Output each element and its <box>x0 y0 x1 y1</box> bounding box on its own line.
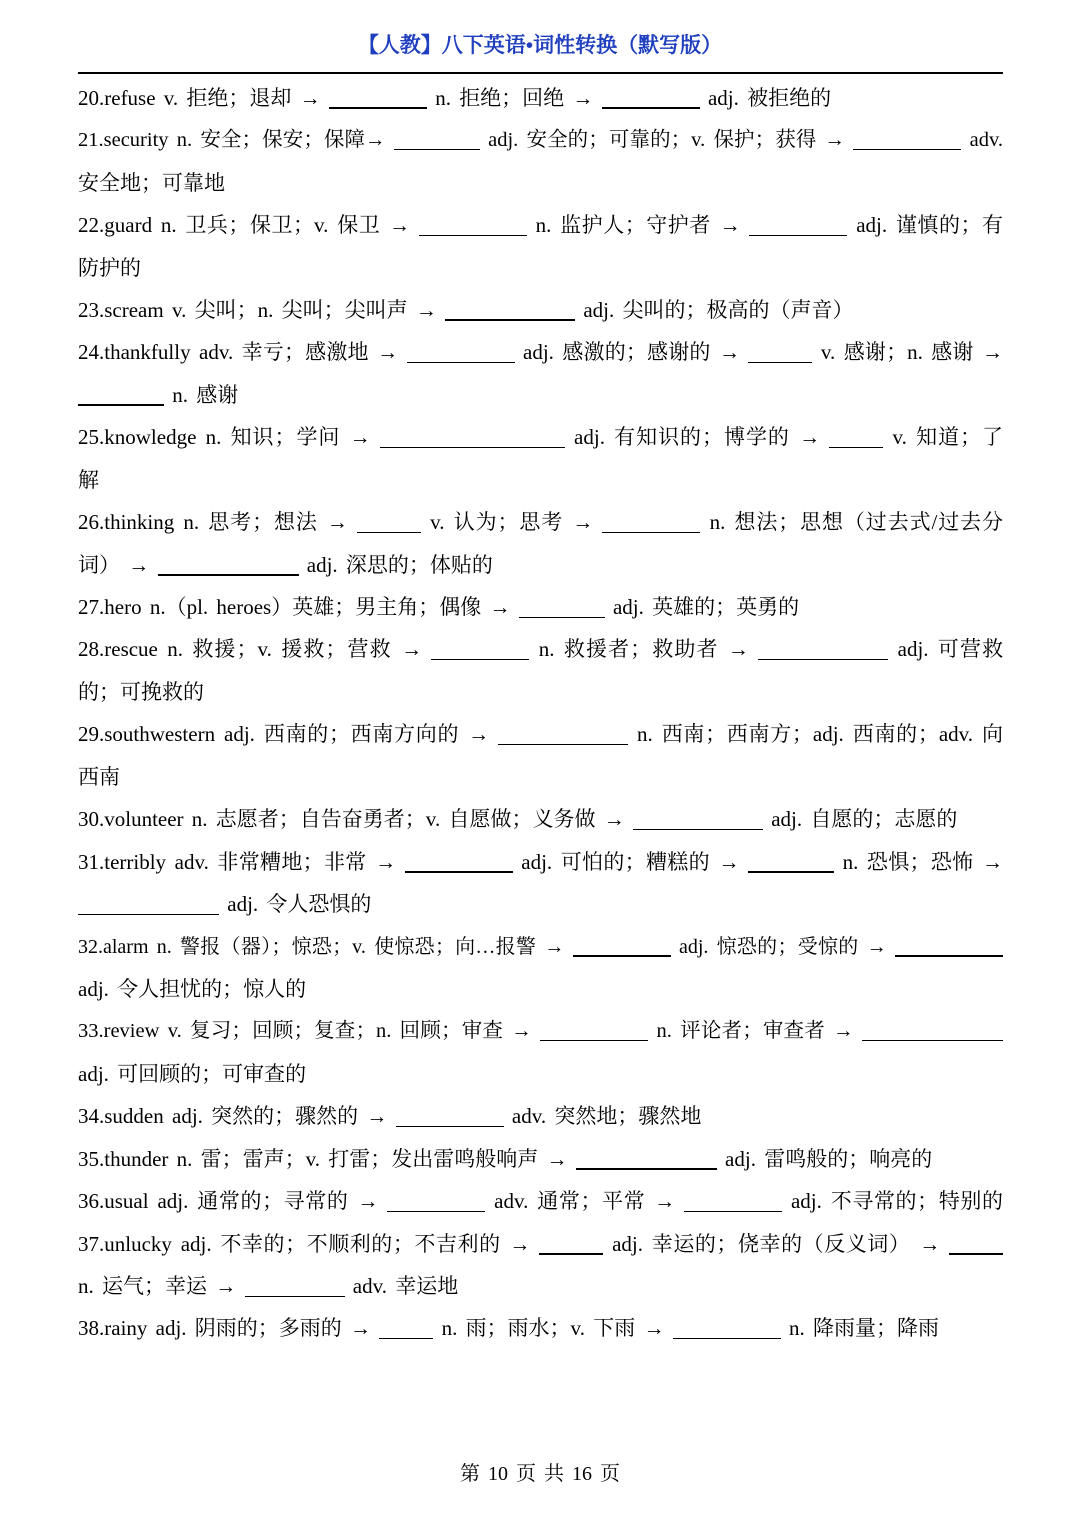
answer-blank <box>749 235 847 237</box>
word-entry-25 <box>78 416 1003 501</box>
word-entry-36 <box>78 1180 1003 1222</box>
entry-line <box>78 374 1003 416</box>
word-entry-34 <box>78 1095 1003 1137</box>
entry-line <box>78 501 1003 543</box>
word-entry-23 <box>78 289 1003 331</box>
entry-text: adj. 可回顾的；可审查的 <box>78 1061 307 1086</box>
entry-text: adv. <box>969 129 1003 152</box>
entry-text: n. 雨；雨水；v. 下雨 → <box>441 1316 665 1341</box>
entry-text: v. 认为；思考 → <box>430 510 594 535</box>
answer-blank <box>394 149 480 151</box>
answer-blank <box>949 1253 1003 1255</box>
entry-line <box>78 247 1003 289</box>
entry-text: 25.knowledge n. 知识；学问 → <box>78 425 371 450</box>
entry-line <box>78 586 1003 628</box>
entry-text: n. 监护人；守护者 → <box>535 213 741 238</box>
word-entry-29 <box>78 713 1003 798</box>
entry-text: adj. 可营救 <box>897 637 1003 662</box>
entry-text: adj. 不寻常的；特别的 <box>790 1189 1003 1214</box>
entry-text: adj. 谨慎的；有 <box>856 213 1003 238</box>
entry-line <box>78 628 1003 670</box>
entry-line <box>78 841 1003 883</box>
entry-text: n. 拒绝；回绝 → <box>435 85 594 110</box>
entry-text: n. 救援者；救助者 → <box>538 637 749 662</box>
answer-blank <box>758 659 888 661</box>
answer-blank <box>673 1338 781 1340</box>
entry-text: 解 <box>78 467 99 492</box>
word-entry-30 <box>78 798 1003 840</box>
answer-blank <box>78 404 164 406</box>
entry-text: 20.refuse v. 拒绝；退却 → <box>78 85 321 110</box>
entry-line <box>78 1010 1003 1052</box>
entry-line <box>78 459 1003 501</box>
word-entry-31 <box>78 841 1003 926</box>
entry-text: adj. 惊恐的；受惊的 → <box>678 935 887 958</box>
word-entry-35 <box>78 1138 1003 1180</box>
entry-text: 21.security n. 安全；保安；保障→ <box>78 129 386 152</box>
word-entry-20 <box>78 77 1003 119</box>
answer-blank <box>539 1253 603 1255</box>
entry-line <box>78 968 1003 1010</box>
answer-blank <box>602 107 700 109</box>
entry-text: 防护的 <box>78 255 141 280</box>
word-form-list <box>78 77 1003 1350</box>
answer-blank <box>445 319 575 321</box>
answer-blank <box>633 829 763 831</box>
word-entry-26 <box>78 501 1003 586</box>
entry-line <box>78 416 1003 458</box>
entry-text: 西南 <box>78 764 120 789</box>
entry-line <box>78 798 1003 840</box>
entry-line <box>78 204 1003 246</box>
entry-line <box>78 713 1003 755</box>
answer-blank <box>407 362 515 364</box>
answer-blank <box>748 362 812 364</box>
answer-blank <box>540 1040 648 1042</box>
entry-text: adj. 雷鸣般的；响亮的 <box>725 1146 933 1171</box>
answer-blank <box>853 149 961 151</box>
entry-line <box>78 926 1003 968</box>
answer-blank <box>396 1126 504 1128</box>
entry-text: 29.southwestern adj. 西南的；西南方向的 → <box>78 722 490 747</box>
page-title: 【人教】八下英语•词性转换（默写版） <box>357 33 723 57</box>
entry-text: 37.unlucky adj. 不幸的；不顺利的；不吉利的 → <box>78 1231 531 1256</box>
entry-text: n. 降雨量；降雨 <box>788 1316 939 1341</box>
entry-text: 30.volunteer n. 志愿者；自告奋勇者；v. 自愿做；义务做 → <box>78 807 625 832</box>
answer-blank <box>573 955 671 957</box>
entry-text: adj. 幸运的；侥幸的（反义词） → <box>612 1231 941 1256</box>
answer-blank <box>380 447 565 449</box>
entry-text: 38.rainy adj. 阴雨的；多雨的 → <box>78 1316 372 1341</box>
entry-text: adj. 被拒绝的 <box>707 85 832 110</box>
entry-text: 23.scream v. 尖叫；n. 尖叫；尖叫声 → <box>78 297 437 322</box>
entry-text: 27.hero n.（pl. heroes）英雄；男主角；偶像 → <box>78 595 511 620</box>
entry-text: adv. 幸运地 <box>352 1274 459 1299</box>
entry-line <box>78 162 1003 204</box>
entry-text: adj. 安全的；可靠的；v. 保护；获得 → <box>488 129 846 152</box>
entry-line <box>78 1138 1003 1180</box>
answer-blank <box>419 235 527 237</box>
answer-blank <box>829 447 883 449</box>
entry-text: 28.rescue n. 救援；v. 援救；营救 → <box>78 637 423 662</box>
entry-line <box>78 77 1003 119</box>
answer-blank <box>405 871 513 873</box>
entry-text: 36.usual adj. 通常的；寻常的 → <box>78 1189 379 1214</box>
entry-line <box>78 1307 1003 1349</box>
entry-text: 安全地；可靠地 <box>78 170 225 195</box>
entry-text: adv. 突然地；骤然地 <box>511 1104 702 1129</box>
word-entry-33 <box>78 1010 1003 1095</box>
entry-text: 26.thinking n. 思考；想法 → <box>78 510 348 535</box>
entry-text: n. 运气；幸运 → <box>78 1274 237 1299</box>
word-entry-27 <box>78 586 1003 628</box>
entry-text: adj. 令人担忧的；惊人的 <box>78 976 307 1001</box>
answer-blank <box>862 1040 1003 1042</box>
answer-blank <box>245 1296 345 1298</box>
answer-blank <box>387 1211 485 1213</box>
entry-line <box>78 331 1003 373</box>
entry-line <box>78 883 1003 925</box>
answer-blank <box>329 107 427 109</box>
answer-blank <box>379 1338 433 1340</box>
entry-text: 34.sudden adj. 突然的；骤然的 → <box>78 1104 388 1129</box>
entry-line <box>78 1265 1003 1307</box>
entry-text: v. 知道；了 <box>892 425 1003 450</box>
answer-blank <box>684 1211 782 1213</box>
entry-line <box>78 1053 1003 1095</box>
entry-line <box>78 119 1003 161</box>
entry-text: n. 西南；西南方；adj. 西南的；adv. 向 <box>637 722 1003 747</box>
entry-text: 35.thunder n. 雷；雷声；v. 打雷；发出雷鸣般响声 → <box>78 1146 568 1171</box>
entry-text: adv. 通常；平常 → <box>494 1189 676 1214</box>
entry-text: adj. 英雄的；英勇的 <box>612 595 800 620</box>
entry-text: 32.alarm n. 警报（器）；惊恐；v. 使惊恐；向…报警 → <box>78 935 565 958</box>
entry-text: n. 恐惧；恐怖 → <box>842 849 1003 874</box>
answer-blank <box>78 914 219 916</box>
entry-text: adj. 深思的；体贴的 <box>306 552 493 577</box>
answer-blank <box>576 1168 717 1170</box>
page-number: 第 10 页 共 16 页 <box>460 1463 620 1485</box>
answer-blank <box>498 744 628 746</box>
entry-text: v. 感谢；n. 感谢 → <box>820 340 1003 365</box>
entry-line <box>78 1180 1003 1222</box>
entry-text: 31.terribly adv. 非常糟地；非常 → <box>78 849 397 874</box>
word-entry-24 <box>78 331 1003 416</box>
entry-text: 词） → <box>78 552 150 577</box>
answer-blank <box>357 532 421 534</box>
answer-blank <box>602 532 700 534</box>
entry-text: n. 想法；思想（过去式/过去分 <box>709 510 1003 535</box>
word-entry-32 <box>78 926 1003 1011</box>
entry-line <box>78 1095 1003 1137</box>
entry-line <box>78 1223 1003 1265</box>
entry-text: n. 感谢 <box>172 382 239 407</box>
entry-text: adj. 尖叫的；极高的（声音） <box>583 297 854 322</box>
answer-blank <box>158 574 299 576</box>
entry-text: 22.guard n. 卫兵；保卫；v. 保卫 → <box>78 213 411 238</box>
word-entry-38 <box>78 1307 1003 1349</box>
word-entry-28 <box>78 628 1003 713</box>
entry-text: adj. 有知识的；博学的 → <box>574 425 821 450</box>
header-divider <box>78 72 1003 74</box>
entry-text: 24.thankfully adv. 幸亏；感激地 → <box>78 340 399 365</box>
entry-line <box>78 756 1003 798</box>
word-entry-21 <box>78 119 1003 204</box>
entry-text: adj. 令人恐惧的 <box>227 892 372 917</box>
answer-blank <box>748 871 834 873</box>
entry-text: adj. 感激的；感谢的 → <box>523 340 741 365</box>
entry-text: 33.review v. 复习；回顾；复查；n. 回顾；审查 → <box>78 1020 532 1043</box>
entry-text: adj. 自愿的；志愿的 <box>771 807 958 832</box>
answer-blank <box>519 617 605 619</box>
word-entry-37 <box>78 1223 1003 1308</box>
entry-line <box>78 671 1003 713</box>
entry-text: n. 评论者；审查者 → <box>656 1020 854 1043</box>
entry-text: adj. 可怕的；糟糕的 → <box>521 849 740 874</box>
entry-line <box>78 544 1003 586</box>
word-entry-22 <box>78 204 1003 289</box>
answer-blank <box>431 659 529 661</box>
answer-blank <box>895 955 1003 957</box>
entry-text: 的；可挽救的 <box>78 679 204 704</box>
entry-line <box>78 289 1003 331</box>
